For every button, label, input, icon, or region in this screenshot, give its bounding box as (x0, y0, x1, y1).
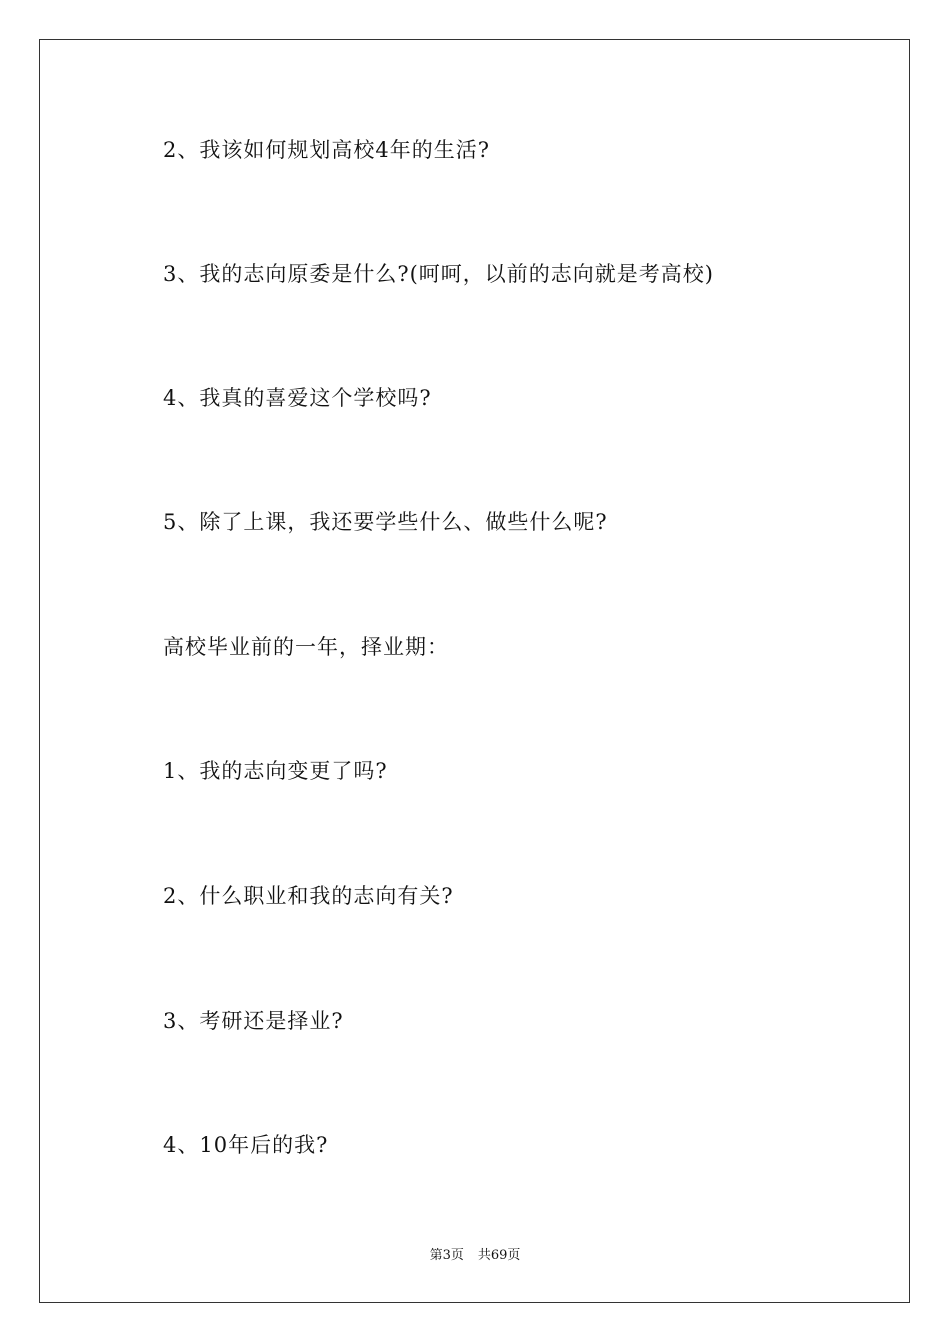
question-line: 5、除了上课，我还要学些什么、做些什么呢? (163, 510, 608, 534)
section-heading: 高校毕业前的一年，择业期： (163, 635, 449, 659)
page-total: 共69页 (477, 1248, 521, 1263)
question-line: 3、考研还是择业? (163, 1009, 344, 1033)
question-line: 1、我的志向变更了吗? (163, 759, 388, 783)
page-footer (0, 1248, 950, 1264)
question-line: 4、10年后的我? (163, 1133, 329, 1157)
question-line: 4、我真的喜爱这个学校吗? (163, 386, 432, 410)
question-line: 2、我该如何规划高校4年的生活? (163, 138, 490, 162)
question-line: 2、什么职业和我的志向有关? (163, 884, 454, 908)
page-border (39, 39, 910, 1303)
page-number: 第3页 (429, 1248, 464, 1263)
question-line: 3、我的志向原委是什么?(呵呵，以前的志向就是考高校) (163, 262, 715, 286)
